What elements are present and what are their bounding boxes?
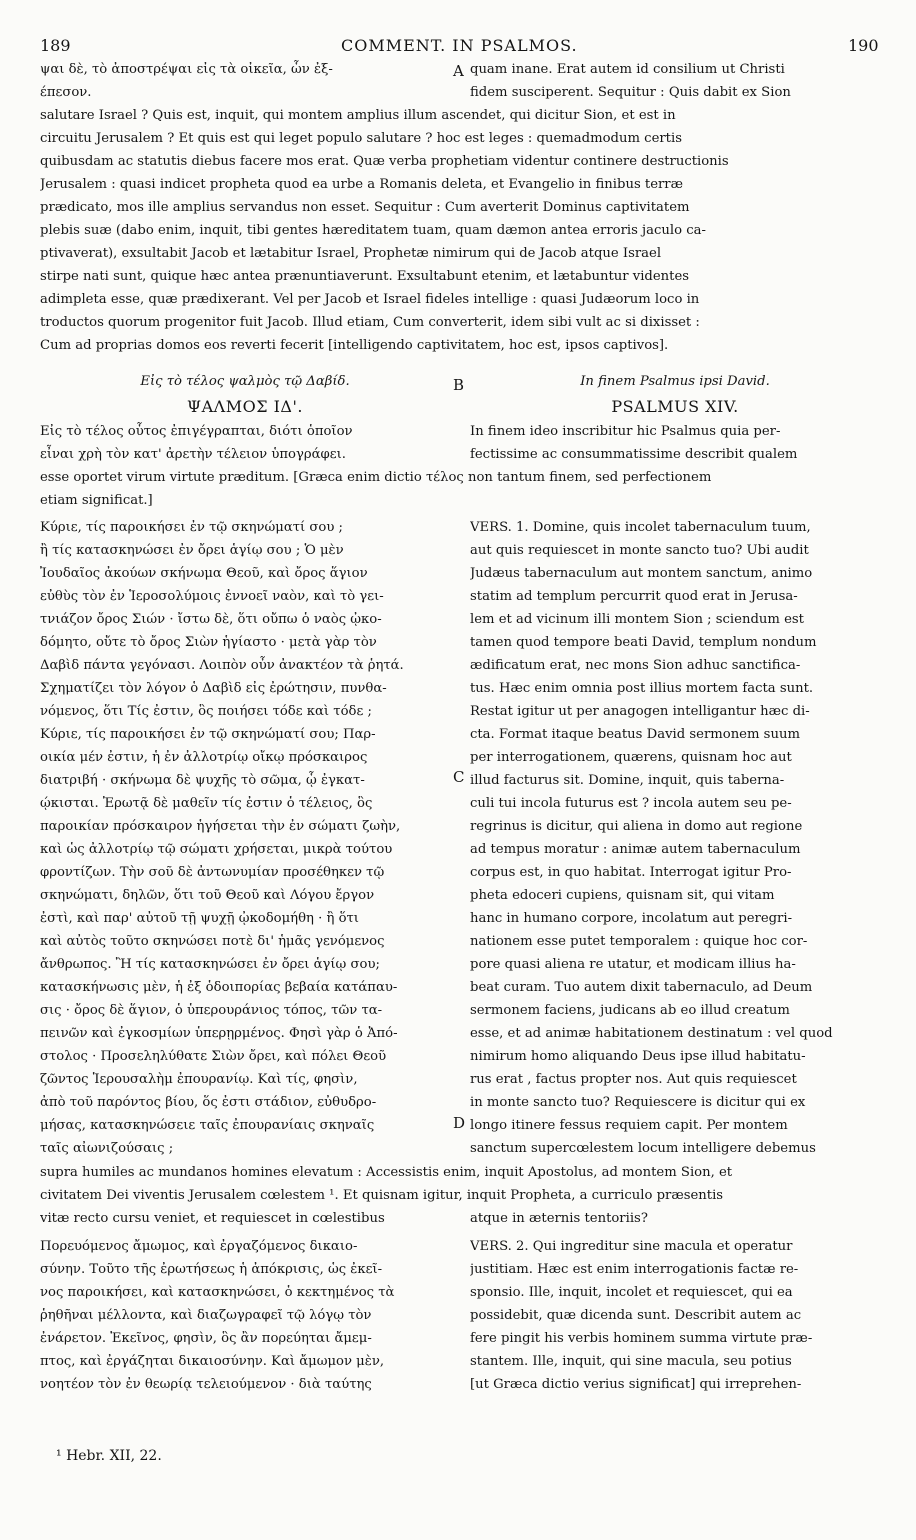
text-line: παροικίαν πρόσκαιρον ἡγήσεται τὴν ἐν σώματι ζωὴν,: [40, 819, 401, 834]
text-line: cta. Format itaque beatus David sermonem suum: [470, 727, 800, 742]
text-line: tus. Hæc enim omnia post illius mortem facta sunt.: [470, 681, 814, 696]
main-right-latin: [470, 516, 880, 1160]
text-line: longo itinere fessus requiem capit. Per montem: [470, 1118, 788, 1133]
text-line: Κύριε, τίς παροικήσει ἐν τῷ σκηνώματί σου; Παρ-: [40, 727, 376, 742]
text-line: ptivaverat), exsultabit Jacob et lætabitur Israel, Prophetæ nimirum qui de Jacob atque Israel: [40, 246, 662, 261]
text-line: εὐθὺς τὸν ἐν Ἱεροσολύμοις ἐννοεῖ ναὸν, καὶ τὸ γει-: [40, 589, 384, 604]
text-line: per interrogationem, quærens, quisnam hoc aut: [470, 750, 792, 765]
text-line: ἄνθρωπος. Ἢ τίς κατασκηνώσει ἐν ὄρει ἁγίῳ σου;: [40, 957, 380, 972]
text-line: pheta edoceri cupiens, quisnam sit, qui vitam: [470, 888, 775, 903]
text-line: Κύριε, τίς παροικήσει ἐν τῷ σκηνώματί σου ;: [40, 520, 343, 535]
text-line: ædificatum erat, nec mons Sion adhuc sanctifica-: [470, 658, 801, 673]
text-line: έπεσον.: [40, 85, 92, 100]
text-line: διατριβή · σκήνωμα δὲ ψυχῆς τὸ σῶμα, ᾧ ἐγκατ-: [40, 773, 365, 788]
text-line: plebis suæ (dabo enim, inquit, tibi gentes hæreditatem tuam, quam dæmon antea erroris jaculo ca-: [40, 223, 706, 238]
text-line: ψαι δὲ, τὸ ἀποστρέψαι εἰς τὰ οἰκεῖα, ὧν ἐξ-: [40, 62, 333, 77]
text-line: νοητέον τὸν ἐν θεωρίᾳ τελειούμενον · διὰ ταύτης: [40, 1377, 372, 1392]
text-line: fere pingit his verbis hominem summa virtute præ-: [470, 1331, 813, 1346]
text-line: illud facturus sit. Domine, inquit, quis taberna-: [470, 773, 785, 788]
text-line: τνιάζον ὄρος Σιών · ἴστω δὲ, ὅτι οὔπω ὁ ναὸς ᾠκο-: [40, 612, 382, 627]
text-line: justitiam. Hæc est enim interrogationis factæ re-: [470, 1262, 799, 1277]
text-line: ῥηθῆναι μέλλοντα, καὶ διαζωγραφεῖ τῷ λόγῳ τὸν: [40, 1308, 372, 1323]
text-line: fidem susciperent. Sequitur : Quis dabit ex Sion: [470, 85, 791, 100]
text-line: πεινῶν καὶ ἐγκοσμίων ὑπερῃρμένος. Φησὶ γὰρ ὁ Ἀπό-: [40, 1026, 398, 1041]
top-right-latin: [470, 58, 880, 104]
text-line: VERS. 2. Qui ingreditur sine macula et operatur: [470, 1239, 793, 1254]
margin-marker-c: C: [453, 768, 465, 786]
text-line: φροντίζων. Τὴν σοῦ δὲ ἀντωνυμίαν προσέθηκεν τῷ: [40, 865, 385, 880]
text-line: civitatem Dei viventis Jerusalem cœlestem ¹. Et quisnam igitur, inquit Propheta, a curriculo præsentis: [40, 1188, 724, 1203]
text-line: μήσας, κατασκηνώσειε ταῖς ἐπουρανίαις σκηναῖς: [40, 1118, 375, 1133]
text-line: quam inane. Erat autem id consilium ut Christi: [470, 62, 785, 77]
text-line: καὶ αὐτὸς τοῦτο σκηνώσει ποτὲ δι' ἡμᾶς γενόμενος: [40, 934, 385, 949]
page-number-right: 190: [848, 36, 879, 55]
text-line: beat curam. Tuo autem dixit tabernaculo, ad Deum: [470, 980, 813, 995]
top-full-latin: [40, 104, 880, 357]
text-line: culi tui incola futurus est ? incola autem seu pe-: [470, 796, 792, 811]
greek-subtitle: Εἰς τὸ τέλος ψαλμὸς τῷ Δαβίδ.: [140, 374, 350, 389]
text-line: ad tempus moratur : animæ autem tabernaculum: [470, 842, 801, 857]
lower-right-latin: [470, 1235, 880, 1396]
text-line: δόμητο, οὔτε τὸ ὄρος Σιὼν ἡγίαστο · μετὰ γὰρ τὸν: [40, 635, 377, 650]
bridge-full-latin: [40, 1161, 880, 1207]
text-line: νος παροικήσει, καὶ κατασκηνώσει, ὁ κεκτημένος τὰ: [40, 1285, 395, 1300]
greek-psalm-heading: ΨΑΛΜΟΣ ΙΔ'.: [187, 397, 303, 416]
intro-left-greek: [40, 420, 450, 466]
text-line: Δαβὶδ πάντα γεγόνασι. Λοιπὸν οὖν ἀνακτέον τὰ ῥητά.: [40, 658, 404, 673]
text-line: ἐστὶ, καὶ παρ' αὐτοῦ τῇ ψυχῇ ᾠκοδομήθη · ἢ ὅτι: [40, 911, 359, 926]
text-line: VERS. 1. Domine, quis incolet tabernaculum tuum,: [470, 520, 811, 535]
text-line: nimirum homo aliquando Deus ipse illud habitatu-: [470, 1049, 806, 1064]
text-line: σις · ὄρος δὲ ἅγιον, ὁ ὑπερουράνιος τόπος, τῶν τα-: [40, 1003, 383, 1018]
text-line: εἶναι χρὴ τὸν κατ' ἀρετὴν τέλειον ὑπογράφει.: [40, 447, 346, 462]
text-line: nationem esse putet temporalem : quique hoc cor-: [470, 934, 808, 949]
text-line: corpus est, in quo habitat. Interrogat igitur Pro-: [470, 865, 792, 880]
text-line: καὶ ὡς ἀλλοτρίῳ τῷ σώματι χρήσεται, μικρὰ τούτου: [40, 842, 393, 857]
text-line: stantem. Ille, inquit, qui sine macula, seu potius: [470, 1354, 792, 1369]
text-line: tamen quod tempore beati David, templum nondum: [470, 635, 817, 650]
lower-left-greek: [40, 1235, 450, 1396]
bridge-left-latin: vitæ recto cursu veniet, et requiescet in cœlestibus: [40, 1211, 385, 1226]
page-number-left: 189: [40, 36, 71, 55]
text-line: ἀπὸ τοῦ παρόντος βίου, ὅς ἐστι στάδιον, εὐθυδρο-: [40, 1095, 377, 1110]
margin-marker-d: D: [453, 1114, 466, 1132]
text-line: στολος · Προσεληλύθατε Σιὼν ὄρει, καὶ πόλει Θεοῦ: [40, 1049, 387, 1064]
text-line: circuitu Jerusalem ? Et quis est qui leget populo salutare ? hoc est leges : quemadmodum certis: [40, 131, 682, 146]
text-line: Σχηματίζει τὸν λόγον ὁ Δαβὶδ εἰς ἐρώτησιν, πυνθα-: [40, 681, 387, 696]
text-line: regrinus is dicitur, qui aliena in domo aut regione: [470, 819, 803, 834]
text-line: in monte sancto tuo? Requiescere is dicitur qui ex: [470, 1095, 806, 1110]
main-left-greek: [40, 516, 450, 1160]
text-line: Εἰς τὸ τέλος οὗτος ἐπιγέγραπται, διότι ὁποῖον: [40, 424, 353, 439]
text-line: οικία μέν ἐστιν, ἡ ἐν ἀλλοτρίῳ οἴκῳ πρόσκαιρος: [40, 750, 368, 765]
text-line: supra humiles ac mundanos homines elevatum : Accessistis enim, inquit Apostolus, ad montem Sion, et: [40, 1165, 733, 1180]
margin-marker-a: A: [453, 62, 464, 80]
intro-full-latin: [40, 466, 880, 512]
text-line: σκηνώματι, δηλῶν, ὅτι τοῦ Θεοῦ καὶ Λόγου ἔργον: [40, 888, 375, 903]
text-line: Jerusalem : quasi indicet propheta quod ea urbe a Romanis deleta, et Evangelio in finibus terræ: [40, 177, 684, 192]
text-line: ταῖς αἰωνιζούσαις ;: [40, 1141, 174, 1156]
text-line: sermonem faciens, judicans ab eo illud creatum: [470, 1003, 790, 1018]
text-line: sponsio. Ille, inquit, incolet et requiescet, qui ea: [470, 1285, 793, 1300]
intro-right-latin: [470, 420, 880, 466]
text-line: Restat igitur ut per anagogen intelligantur hæc di-: [470, 704, 810, 719]
text-line: rus erat , factus propter nos. Aut quis requiescet: [470, 1072, 797, 1087]
text-line: hanc in humano corpore, incolatum aut peregri-: [470, 911, 793, 926]
footnote: ¹ Hebr. XII, 22.: [56, 1448, 162, 1464]
text-line: possidebit, quæ dicenda sunt. Describit autem ac: [470, 1308, 802, 1323]
text-line: κατασκήνωσις μὲν, ἡ ἐξ ὁδοιπορίας βεβαία κατάπαυ-: [40, 980, 398, 995]
text-line: pore quasi aliena re utatur, et modicam illius ha-: [470, 957, 796, 972]
text-line: [ut Græca dictio verius significat] qui irreprehen-: [470, 1377, 802, 1392]
text-line: aut quis requiescet in monte sancto tuo? Ubi audit: [470, 543, 809, 558]
text-line: troductos quorum progenitor fuit Jacob. Illud etiam, Cum converterit, idem sibi vult ac si dixisset :: [40, 315, 700, 330]
bridge-right-latin: atque in æternis tentoriis?: [470, 1211, 648, 1226]
text-line: ζῶντος Ἱερουσαλὴμ ἐπουρανίῳ. Καὶ τίς, φησὶν,: [40, 1072, 358, 1087]
text-line: stirpe nati sunt, quique hæc antea prænuntiaverunt. Exsultabunt etenim, et lætabuntur videntes: [40, 269, 690, 284]
text-line: quibusdam ac statutis diebus facere mos erat. Quæ verba prophetiam videntur continere destructionis: [40, 154, 729, 169]
text-line: Cum ad proprias domos eos reverti fecerit [intelligendo captivitatem, hoc est, ipsos captivos].: [40, 338, 669, 353]
text-line: ῴκισται. Ἐρωτᾷ δὲ μαθεῖν τίς ἐστιν ὁ τέλειος, ὃς: [40, 796, 373, 811]
text-line: ἐνάρετον. Ἐκεῖνος, φησὶν, ὃς ἂν πορεύηται ἄμεμ-: [40, 1331, 372, 1346]
latin-psalm-heading: PSALMUS XIV.: [611, 397, 739, 416]
text-line: salutare Israel ? Quis est, inquit, qui montem amplius illum ascendet, qui dicitur Sion, et est in: [40, 108, 676, 123]
margin-marker-b: B: [453, 376, 465, 394]
text-line: prædicato, mos ille amplius servandus non esset. Sequitur : Cum averterit Dominus captivitatem: [40, 200, 690, 215]
text-line: σύνην. Τοῦτο τῆς ἐρωτήσεως ἡ ἀπόκρισις, ὡς ἐκεῖ-: [40, 1262, 383, 1277]
text-line: πτος, καὶ ἐργάζηται δικαιοσύνην. Καὶ ἄμωμον μὲν,: [40, 1354, 385, 1369]
text-line: statim ad templum percurrit quod erat in Jerusa-: [470, 589, 798, 604]
text-line: ἢ τίς κατασκηνώσει ἐν ὄρει ἁγίῳ σου ; Ὁ μὲν: [40, 543, 344, 558]
text-line: etiam significat.]: [40, 493, 153, 508]
text-line: νόμενος, ὅτι Τίς ἐστιν, ὃς ποιήσει τόδε καὶ τόδε ;: [40, 704, 372, 719]
latin-subtitle: In finem Psalmus ipsi David.: [580, 374, 770, 389]
top-left-greek: [40, 58, 450, 104]
text-line: esse oportet virum virtute præditum. [Græca enim dictio τέλος non tantum finem, sed perfectionem: [40, 470, 712, 485]
text-line: adimpleta esse, quæ prædixerant. Vel per Jacob et Israel fideles intellige : quasi Judæorum loco in: [40, 292, 700, 307]
text-line: lem et ad vicinum illi montem Sion ; sciendum est: [470, 612, 804, 627]
text-line: sanctum supercœlestem locum intelligere debemus: [470, 1141, 816, 1156]
text-line: fectissime ac consummatissime describit qualem: [470, 447, 798, 462]
text-line: Πορευόμενος ἄμωμος, καὶ ἐργαζόμενος δικαιο-: [40, 1239, 358, 1254]
running-title: COMMENT. IN PSALMOS.: [341, 36, 578, 55]
text-line: Ἰουδαῖος ἀκούων σκήνωμα Θεοῦ, καὶ ὄρος ἅγιον: [40, 566, 368, 581]
text-line: esse, et ad animæ habitationem destinatum : vel quod: [470, 1026, 833, 1041]
text-line: Judæus tabernaculum aut montem sanctum, animo: [470, 566, 813, 581]
text-line: In finem ideo inscribitur hic Psalmus quia per-: [470, 424, 781, 439]
